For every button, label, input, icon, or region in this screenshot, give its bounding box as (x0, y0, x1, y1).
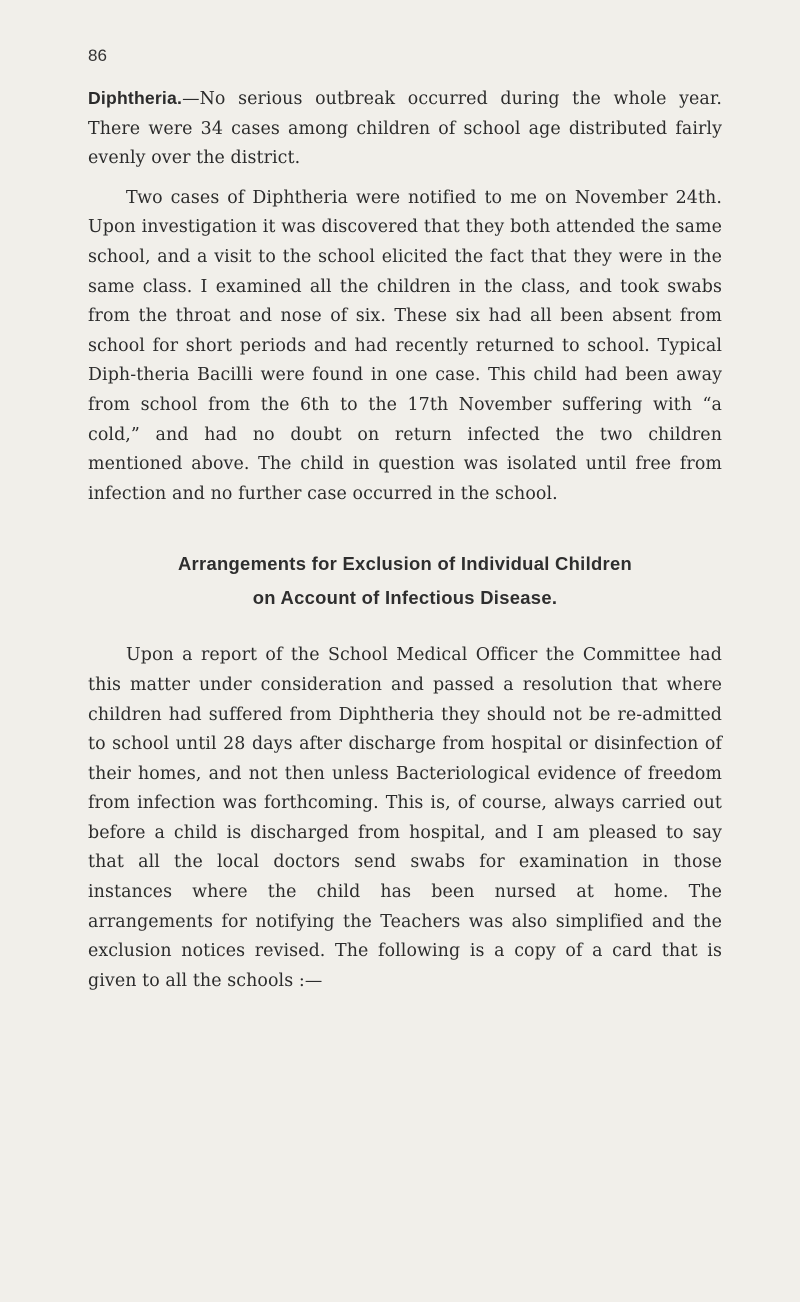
diphtheria-intro-paragraph (88, 84, 722, 174)
exclusion-paragraph: Upon a report of the School Medical Officer the Committee had this matter under consideration and passed a resolution that where children had suffered from Diphtheria they should not be re-admitted to school until 28 days after discharge from hospital or disinfection of their homes, and not then unless Bacteriological evidence of freedom from infection was forthcoming. This is, of course, always carried out before a child is discharged from hospital, and I am pleased to say that all the local doctors send swabs for examination in those instances where the child has been nursed at home. The arrangements for notifying the Teachers was also simplified and the exclusion notices revised. The following is a copy of a card that is given to all the schools :— (88, 645, 722, 991)
exclusion-heading-line-1: Arrangements for Exclusion of Individual Children (177, 553, 633, 575)
page-number: 86 (88, 46, 107, 65)
page-content (88, 84, 722, 996)
exclusion-heading-line-2: on Account of Infectious Disease. (252, 587, 558, 609)
diphtheria-cases-paragraph: Two cases of Diphtheria were notified to me on November 24th. Upon investigation it was discovered that they both attended the same school, and a visit to the school elicited the fact that they were in the same class. I examined all the children in the class, and took swabs from the throat and nose of six. These six had all been absent from school for short periods and had recently returned to school. Typical Diph-theria Bacilli were found in one case. This child had been away from school from the 6th to the 17th November suffering with “a cold,” and had no doubt on return infected the two children mentioned above. The child in question was isolated until free from infection and no further case occurred in the school. (88, 187, 722, 504)
exclusion-section-heading (88, 547, 722, 615)
diphtheria-intro-text: —No serious outbreak occurred during the whole year. There were 34 cases among children of school age distributed fairly evenly over the district. (88, 89, 722, 169)
diphtheria-heading: Diphtheria. (88, 88, 183, 108)
